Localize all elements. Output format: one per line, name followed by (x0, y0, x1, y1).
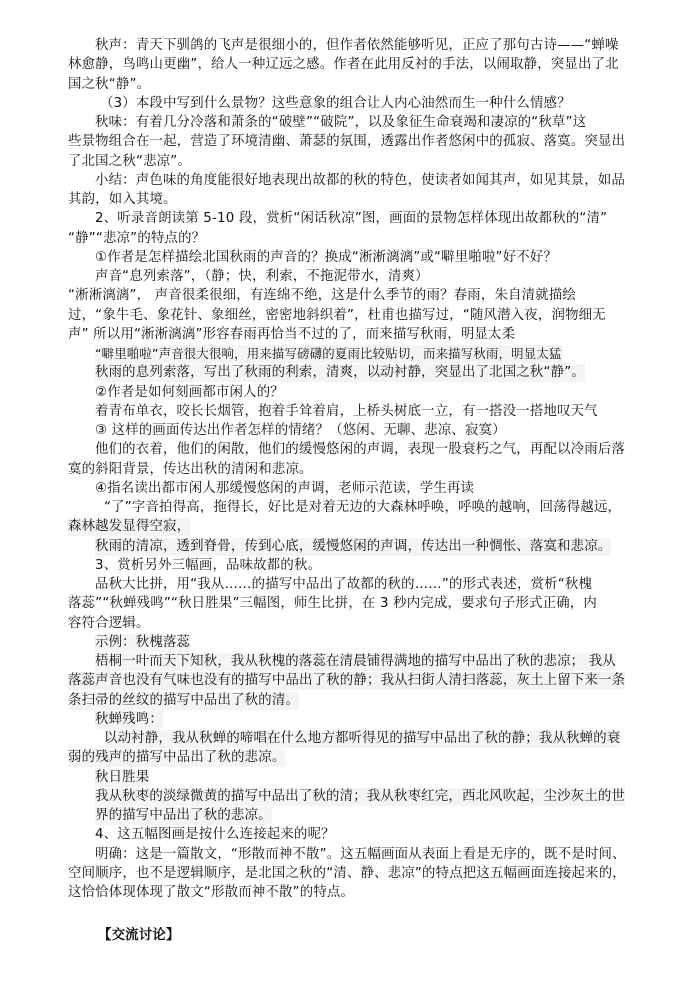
text-line: 界的描写中品出了秋的悲凉。 (95, 808, 272, 823)
text-line: 容符合逻辑。 (68, 615, 150, 631)
text-line: 秋声：青天下驯鸽的飞声是很细小的，但作者依然能够听见，正应了那句古诗——“蝉噪 (95, 38, 619, 53)
text-line: 明确：这是一篇散文，“形散而神不散”。这五幅画面从表面上看是无序的，既不是时间、 (95, 846, 626, 862)
text-line: 秋蝉残鸣： (95, 711, 163, 727)
text-line: 着青布单衣，咬长长烟管，抱着手耸着肩，上桥头树底一立，有一搭没一搭地叹天气 (95, 403, 598, 419)
text-line: 示例：秋槐落蕊 (95, 634, 191, 650)
text-line: 其韵，如入其境。 (68, 192, 177, 207)
text-line: 秋日胜果 (95, 769, 150, 785)
text-line: ③ 这样的画面传达出作者怎样的情绪？（悠闲、无聊、悲凉、寂寞） (95, 423, 506, 438)
text-line: “静”“悲凉”的特点的？ (68, 230, 206, 246)
text-line: 林愈静，鸟鸣山更幽”，给人一种辽远之感。作者在此用反衬的手法，以闹取静，突显出了北 (68, 57, 619, 73)
text-line: 小结：声色味的角度能很好地表现出故都的秋的特色，使读者如闻其声，如见其景，如品 (95, 172, 626, 188)
section-heading: 【交流讨论】 (98, 928, 180, 944)
text-line: 声” 所以用“淅淅漓漓”形容春雨再恰当不过的了，而来描写秋雨，明显太柔 (68, 326, 516, 342)
text-line: “了”字音拍得高，拖得长，好比是对着无边的大森林呼唤，呼唤的越响，回荡得越远， (104, 500, 622, 515)
text-line: 这恰恰体现体现了散文“形散而神不散”的特点。 (68, 885, 355, 900)
text-line: 些景物组合在一起，营造了环境清幽、萧瑟的氛围，透露出作者悠闲中的孤寂、落寞。突显出 (68, 134, 626, 150)
text-line: 梧桐一叶而天下知秋，我从秋槐的落蕊在清晨铺得满地的描写中品出了秋的悲凉； 我从 (95, 654, 616, 669)
text-line: 落蕊声音也没有气味也没有的描写中品出了秋的静；我从扫街人清扫落蕊，灰土上留下来一条 (68, 673, 626, 689)
text-line: ④指名读出都市闲人那缓慢悠闲的声调，老师示范读，学生再读 (95, 480, 475, 496)
text-line: 条扫帚的丝纹的描写中品出了秋的清。 (68, 692, 300, 708)
text-line: 以动衬静，我从秋蝉的啼唱在什么地方都听得见的描写中品出了秋的静；我从秋蝉的衰 (104, 731, 621, 746)
text-line: 我从秋枣的淡绿微黄的描写中品出了秋的清；我从秋枣红完，西北风吹起，尘沙灰土的世 (95, 788, 626, 804)
text-line: 3、赏析另外三幅画，品味故都的秋。 (95, 557, 322, 573)
text-line: （3）本段中写到什么景物？这些意象的组合让人内心油然而生一种什么情感？ (100, 95, 571, 111)
text-line: 秋雨的息列索落，写出了秋雨的利索，清爽，以动衬静，突显出了北国之秋“静”。 (95, 365, 585, 381)
text-line: ①作者是怎样描绘北国秋雨的声音的？换成“淅淅漓漓”或“噼里啪啦”好不好？ (95, 249, 558, 265)
text-line: 弱的残声的描写中品出了秋的悲凉。 (68, 750, 286, 766)
text-line: 4、这五幅图画是按什么连接起来的呢？ (95, 827, 335, 843)
text-line: 品秋大比拼，用“我从……的描写中品出了故都的秋的……”的形式表述，赏析“秋槐 (95, 577, 593, 592)
text-line: 声音“息列索落”，（静；快，利索，不拖泥带水，清爽） (95, 269, 429, 284)
text-line: 国之秋“静”。 (68, 76, 151, 92)
text-line: ②作者是如何刻画都市闲人的？ (95, 384, 284, 400)
text-line: “淅淅漓漓”， 声音很柔很细，有连绵不绝，这是什么季节的雨？春雨，朱自清就描绘 (68, 288, 576, 304)
text-line: 寞的斜阳背景，传达出秋的清闲和悲凉。 (68, 461, 313, 477)
text-line: 他们的衣着，他们的闲散，他们的缓慢悠闲的声调，表现一股衰朽之气，再配以冷雨后落 (95, 442, 626, 458)
text-line: 过，“象牛毛、象花针、象细丝，密密地斜织着”，杜甫也描写过，“随风潜入夜，润物细无 (68, 307, 606, 323)
text-line: 2、听录音朗读第 5-10 段，赏析“闲话秋凉”图，画面的景物怎样体现出故都秋的“清” (95, 211, 608, 227)
text-line: 了北国之秋“悲凉”。 (68, 153, 191, 169)
text-line: 落蕊”“秋蝉残鸣”“秋日胜果”三幅图，师生比拼，在 3 秒内完成，要求句子形式正确，内 (68, 596, 597, 612)
text-line: 秋味：有着几分冷落和萧条的“破壁”“破院”，以及象征生命衰竭和凄凉的“秋草”这 (95, 115, 587, 130)
text-line: 森林越发显得空寂， (68, 519, 191, 535)
text-line: 空间顺序，也不是逻辑顺序，是北国之秋的“清、静、悲凉”的特点把这五幅画面连接起来的， (68, 865, 626, 881)
text-line: “噼里啪啦”声音很大很响，用来描写磅礴的夏雨比较贴切，而来描写秋雨，明显太猛 (95, 346, 562, 361)
text-line: 秋雨的清凉，透到脊骨，传到心底，缓慢悠闲的声调，传达出一种惆怅、落寞和悲凉。 (95, 538, 612, 554)
